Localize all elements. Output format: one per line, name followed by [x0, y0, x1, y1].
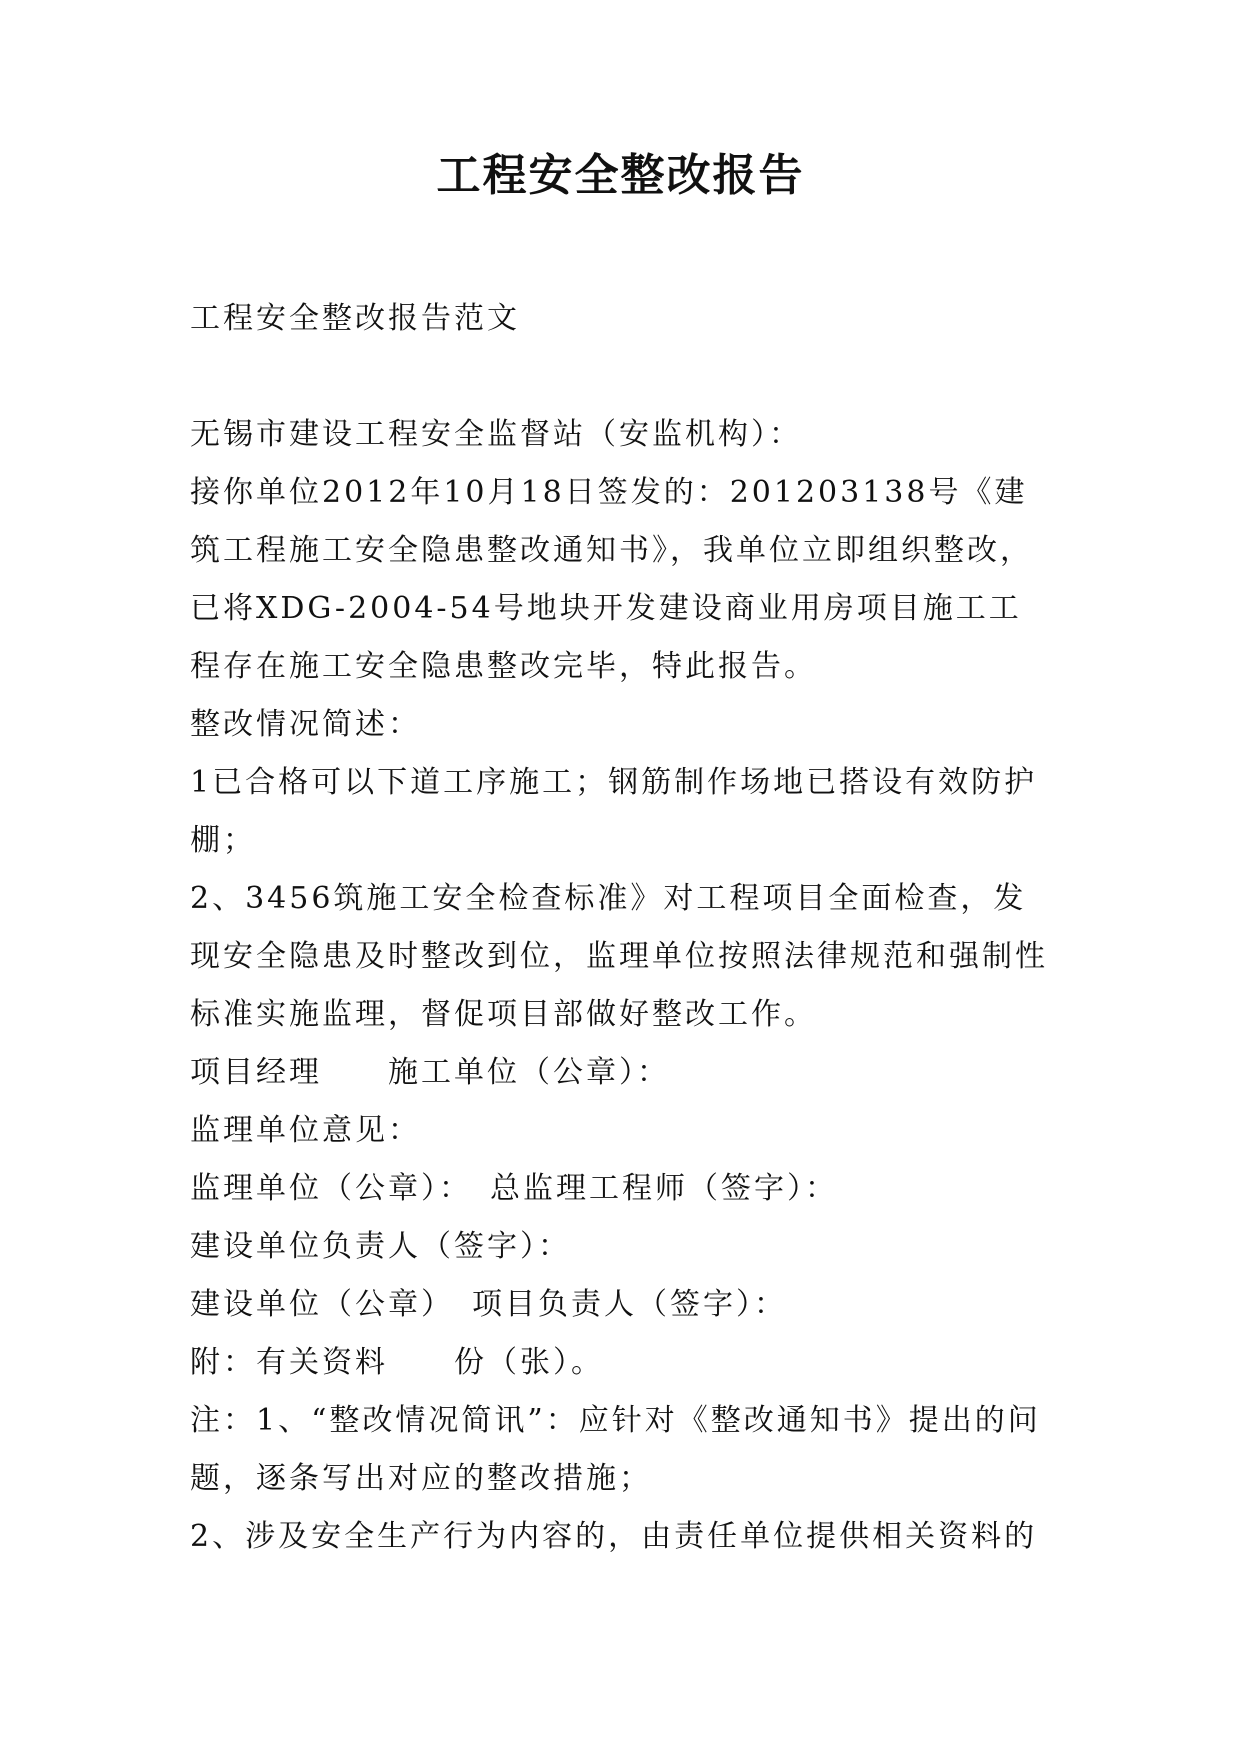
document-title: 工程安全整改报告 [436, 150, 805, 201]
summary-heading: 整改情况简述： [190, 707, 421, 742]
recipient-line: 无锡市建设工程安全监督站（安监机构）： [190, 417, 802, 452]
summary-item-1: 1已合格可以下道工序施工；钢筋制作场地已搭设有效防护棚； [190, 765, 1038, 858]
blank-line [190, 348, 1050, 406]
summary-item-2: 2、3456筑施工安全检查标准》对工程项目全面检查，发现安全隐患及时整改到位，监理单位按照法律规范和强制性标准实施监理，督促项目部做好整改工作。 [190, 881, 1048, 1032]
attachment-line: 附：有关资料 份（张）。 [190, 1345, 604, 1380]
supervision-opinion-line: 监理单位意见： [190, 1113, 421, 1148]
project-manager-line: 项目经理 施工单位（公章）： [190, 1055, 670, 1090]
note-item-2: 2、涉及安全生产行为内容的，由责任单位提供相关资料的 [190, 1519, 1038, 1554]
document-subtitle: 工程安全整改报告范文 [190, 301, 520, 336]
owner-signature-line: 建设单位负责人（签字）： [190, 1229, 571, 1264]
owner-seal-line: 建设单位（公章） 项目负责人（签字）： [190, 1287, 787, 1322]
note-item-1: 注：1、“整改情况简讯”：应针对《整改通知书》提出的问题，逐条写出对应的整改措施； [190, 1403, 1041, 1496]
report-paragraph: 接你单位2012年10月18日签发的：201203138号《建筑工程施工安全隐患整改通知书》，我单位立即组织整改，已将XDG-2004-54号地块开发建设商业用房项目施工工程存在施工安全隐患整改完毕，特此报告。 [190, 475, 1033, 684]
supervision-seal-line: 监理单位（公章）： 总监理工程师（签字）： [190, 1171, 838, 1206]
document-body [190, 290, 1050, 1566]
